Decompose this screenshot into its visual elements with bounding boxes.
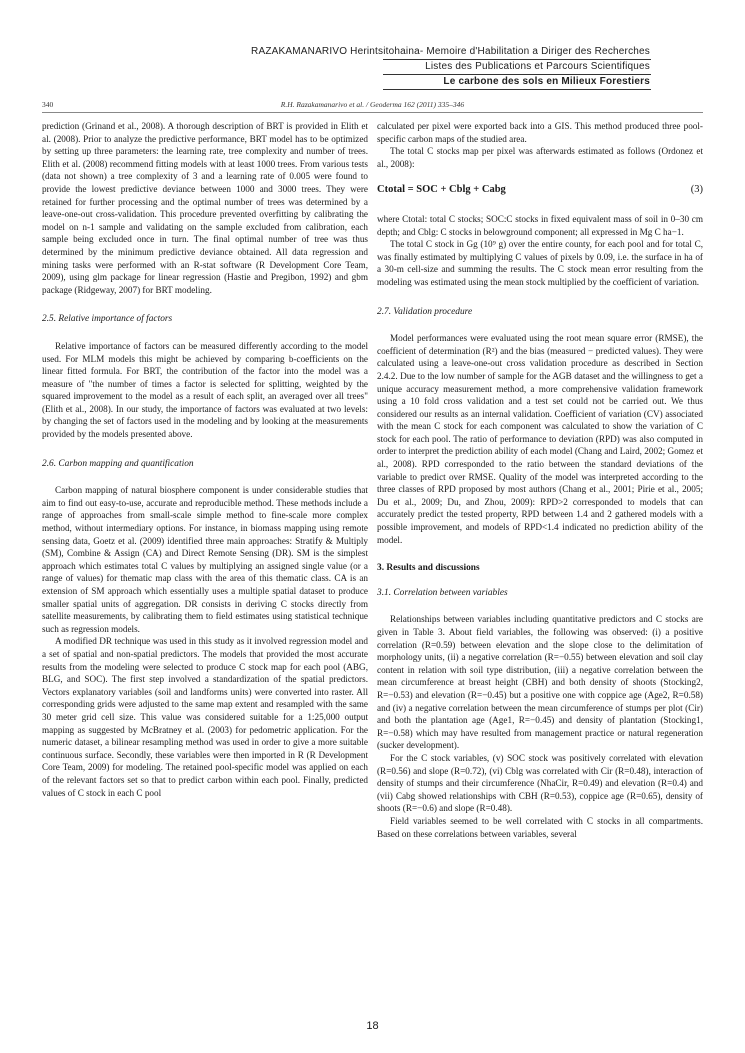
header-rule-2 (383, 74, 651, 75)
paragraph: Model performances were evaluated using the root mean square error (RMSE), the coefficient of determination (R²) and the bias (measured − predicted values). They were calculated using a leave-one-out cross validation procedure as described in Section 2.4.2. Due to the low number of sample for the AGB dataset and the willingness to get a unique accuracy measurement method, a more comprehensive validation framework using a 10 fold cross validation and a test set could not be carried out. We thus considered our results as an internal validation. Coefficient of variation (CV) associated with the mean C stock for each component was calculated to show the variation of C stock for each pool. The ratio of performance to deviation (RPD) was also computed in order to interpret the prediction ability of each model (Chang and Laird, 2002; Gomez et al., 2008). RPD corresponded to the ratio between the standard deviations of the variable to predict over RMSE. Quality of the model was interpreted according to the three classes of RPD proposed by most authors (Chang et al., 2001; Pirie et al., 2005; Du et al., 2009; Du, and Zhou, 2009): RPD>2 corresponded to models that can accurately predict the tested property, RPD between 1.4 and 2 gathered models with a possible improvement, and models of RPD<1.4 indicated no prediction ability of the model. (377, 333, 703, 545)
paragraph: where Ctotal: total C stocks; SOC:C stocks in fixed equivalent mass of soil in 0–30 cm depth; and Cblg: C stocks in belowground component; all expressed in Mg C ha−1. (377, 213, 703, 237)
section-heading-2-7: 2.7. Validation procedure (377, 306, 473, 317)
paragraph: The total C stocks map per pixel was afterwards estimated as follows (Ordonez et al., 2008): (377, 146, 703, 169)
header-line-1: RAZAKAMANARIVO Herintsitohaina- Memoire d'Habilitation a Diriger des Recherches (251, 46, 650, 57)
paragraph: prediction (Grinand et al., 2008). A thorough description of BRT is provided in Elith et al. (2008). Prior to analyze the predictive performance, BRT model has to be optimized by setting up three parameters: the learning rate, tree complexity and number of trees. Elith et al. (2008) recommend fitting models with at least 1000 trees. From various tests (data not shown) a tree complexity of 3 and a learning rate of 0.005 were found to provide the lowest predictive deviance between 1000 and 3000 trees. They were retained for further processing and the optimal number of trees was determined by a leave-one-out cross-validation. This procedure prevented overfitting by calibrating the model on n-1 sample and validating on the sample excluded from calibration, each sample being excluded once in turn. The final optimal number of tree was thus determined by the minimum predictive deviance obtained. All data regression and mining tasks were performed with an R-stat software (R Development Core Team, 2009), using glm package for linear regression (Hastie and Pregibon, 1992) and gbm package (Ridgeway, 2007) for BRT modeling. (42, 121, 368, 295)
journal-page-number: 340 (42, 100, 54, 109)
paragraph: A modified DR technique was used in this study as it involved regression model and a set of spatial and non-spatial predictors. The models that provided the most accurate results from the modeling were selected to produce C stock map for each pool (ABG, BLG, and SOC). The first step involved a standardization of the spatial predictors. Vectors explanatory variables (soil and landforms units) were converted into raster. All corresponding grids were adjusted to the same map extent and resampled with the same 30 meter grid cell size. This value was considered suitable for a 1:25,000 output mapping as suggested by McBratney et al. (2003) for pedometric application. For the numeric dataset, a bilinear resampling method was used in order to give a more suitable continuous surface. Secondly, these variables were then imported in R (R Development Core Team, 2009) for modeling. The retained pool-specific model was applied on each of the relevant factors set so that to predict carbon within each pool. Finally, predicted values of C stock in each C pool (42, 636, 368, 798)
section-heading-2-5: 2.5. Relative importance of factors (42, 314, 173, 325)
header-line-2: Listes des Publications et Parcours Scientifiques (425, 61, 650, 72)
right-column (377, 120, 703, 840)
paragraph: Field variables seemed to be well correlated with C stocks in all compartments. Based on these correlations between variables, several (377, 815, 703, 839)
left-column (42, 120, 368, 799)
paragraph: Carbon mapping of natural biosphere component is under considerable studies that aim to find out easy-to-use, accurate and reproducible method. These methods include a range of approaches from small-scale simple method to fine-scale more complex method, without intermediary options. For instance, in biomass mapping using remote sensing data, Goetz et al. (2009) identified three main approaches: Stratify & Multiply (SM), Combine & Assign (CA) and Direct Remote Sensing (DR). SM is the simplest approach which estimates total C values by multiplying an assigned single value (or a range of values) for thematic map class with the area of this thematic class. CA is an extension of SM approach which essentially uses a multiple spatial dataset to produce smaller spatial units of aggregation. DR consists in deriving C stocks directly from satellite measurements, by calibrating them to field estimates using statistical technique such as regression models. (42, 485, 368, 634)
running-header (251, 44, 650, 89)
journal-header (42, 100, 703, 113)
paragraph: The total C stock in Gg (10⁹ g) over the entire county, for each pool and for total C, was finally estimated by multiplying C values of pixels by 0.09, i.e. the surface in ha of a 30-m cell-size and summing the results. The C stock mean error resulting from the modeling was estimated using the mean stock multiplied by the coefficient of variation. (377, 239, 703, 287)
paragraph: For the C stock variables, (v) SOC stock was positively correlated with elevation (R=0.56) and slope (R=0.72), (vi) Cblg was correlated with Cir (R=0.48), interaction of density of stumps and their circumference (NhaCir, R=0.49) and elevation (R=0.4) and (vii) Cabg showed relationships with CBH (R=0.53), coppice age (R=0.65), density of shoots (R=−0.6) and slope (R=0.48). (377, 752, 703, 814)
equation-3 (377, 184, 703, 197)
page-footer-number: 18 (366, 1020, 379, 1032)
section-heading-3-1: 3.1. Correlation between variables (377, 587, 508, 598)
header-rule-1 (383, 59, 651, 60)
paragraph: calculated per pixel were exported back into a GIS. This method produced three pool-specific carbon maps of the studied area. (377, 121, 703, 144)
header-line-3: Le carbone des sols en Milieux Forestiers (443, 76, 650, 87)
header-rule-3 (383, 89, 651, 90)
journal-citation: R.H. Razakamanarivo et al. / Geoderma 162 (2011) 335–346 (280, 100, 465, 109)
section-heading-2-6: 2.6. Carbon mapping and quantification (42, 458, 194, 469)
paragraph: Relative importance of factors can be measured differently according to the model used. For MLM models this might be achieved by comparing b-coefficients on the linear fitted formula. For BRT, the contribution of the factor into the model was a measure of "the number of times a factor is selected for splitting, weighted by the squared improvement to the model as a result of each split, an averaged over all trees" (Elith et al., 2008). In our study, the importance of factors was evaluated at two levels: by changing the set of factors used in the modeling and by looking at the measurements provided by the models presented above. (42, 340, 368, 440)
equation-number: (3) (690, 184, 703, 196)
section-heading-3: 3. Results and discussions (377, 563, 480, 574)
paragraph: Relationships between variables including quantitative predictors and C stocks are given in Table 3. About field variables, the following was observed: (i) a positive correlation (R=0.59) between elevation and the slope close to the delimitation of morphology units, (ii) a negative correlation (R=−0.55) between elevation and soil clay content in relation with soil type distribution, (iii) a negative correlation between the mean circumference at breast height (CBH) and both density of shoots (Stocking2, R=−0.53) and elevation (R=−0.45) but a positive one with coppice age (Age2, R=0.58) and (iv) a negative correlation between the mean circumference of stumps per plot (Cir) and both the plantation age (Age1, R=−0.45) and density of plantation (Stocking1, R=−0.58) which may have resulted from management practice or natural regeneration (sucker development). (377, 614, 703, 751)
equation-body: Ctotal = SOC + Cblg + Cabg (377, 184, 506, 196)
